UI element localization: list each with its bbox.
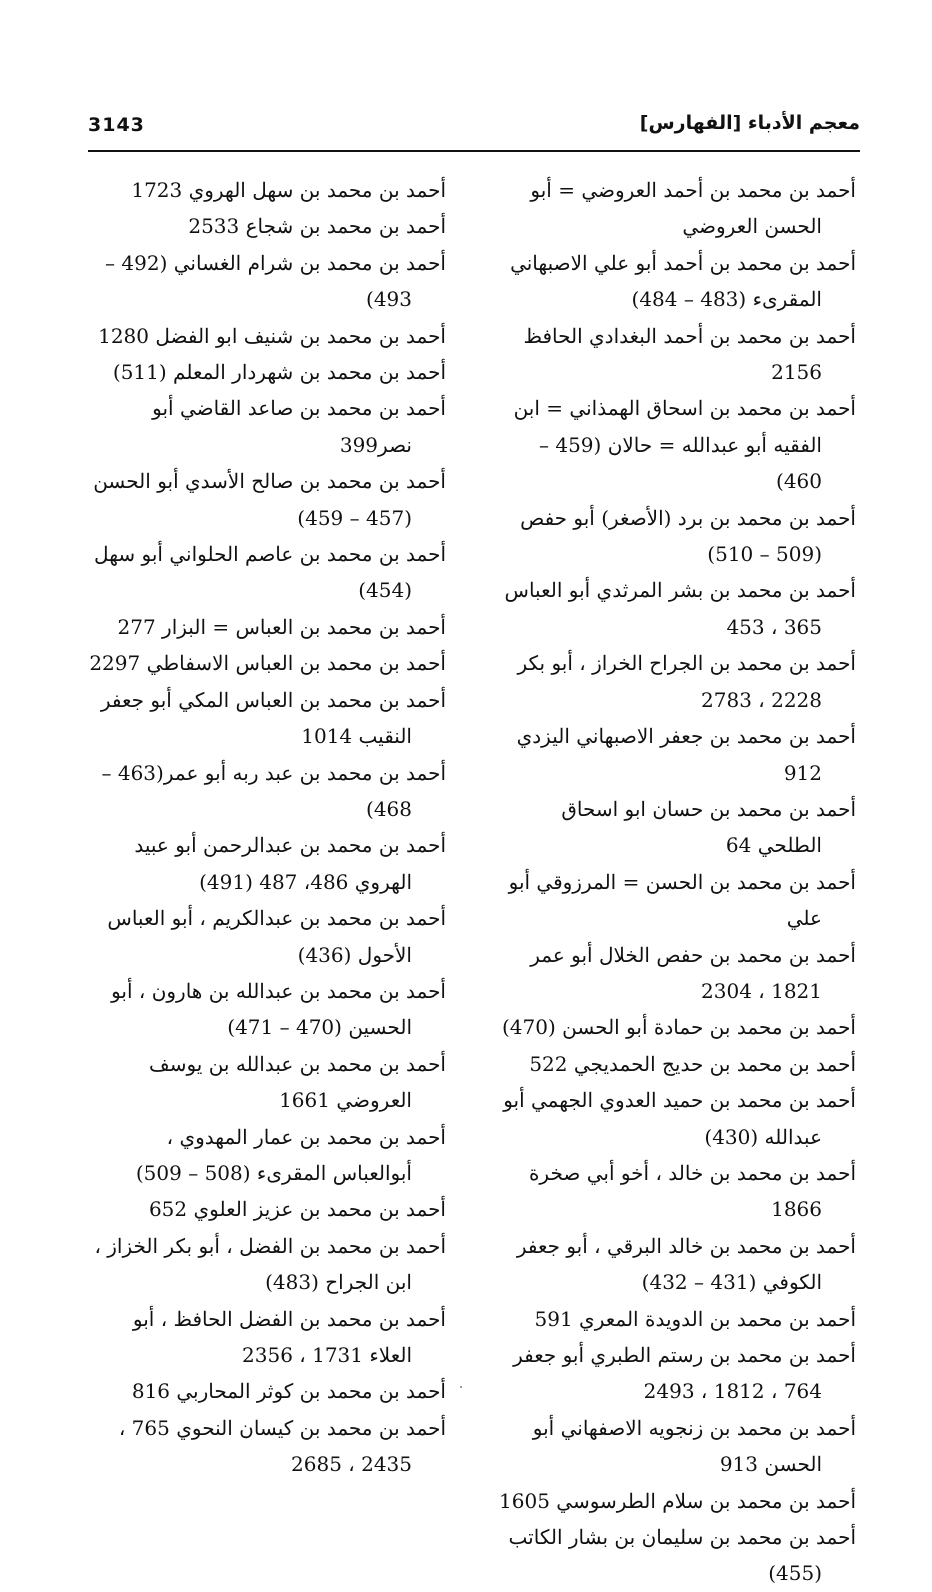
index-entry: أحمد بن محمد بن العباس = البزار 277 [117, 614, 446, 639]
index-entry: أحمد بن محمد بن بشر المرثدي أبو العباس 365 ، 453 [504, 578, 856, 639]
index-entry: أحمد بن محمد بن حفص الخلال أبو عمر 1821 ، 2304 [530, 942, 856, 1003]
index-entry: أحمد بن محمد بن عبدالرحمن أبو عبيد الهروي 486، 487 (491) [134, 833, 446, 894]
index-entry: أحمد بن محمد بن حسان ابو اسحاق الطلحي 64 [561, 796, 856, 858]
header-rule [88, 150, 860, 152]
index-entry: أحمد بن محمد بن كيسان النحوي 765 ، 2435 ، 2685 [118, 1415, 446, 1477]
left-column [84, 172, 446, 1483]
index-entry: أحمد بن محمد بن حمادة أبو الحسن (470) [501, 1015, 856, 1040]
index-entry: أحمد بن محمد بن سلام الطرسوسي 1605 [499, 1488, 856, 1513]
index-entry: أحمد بن محمد بن رستم الطبري أبو جعفر 764 ، 1812 ، 2493 [513, 1343, 856, 1404]
page-header [88, 110, 860, 146]
index-entry: أحمد بن محمد بن عزيز العلوي 652 [148, 1197, 446, 1222]
index-entry: أحمد بن محمد بن شرام الغساني (492 – 493) [105, 250, 446, 312]
index-entry: أحمد بن محمد بن الدويدة المعري 591 [534, 1306, 856, 1331]
index-entry: أحمد بن محمد بن أحمد العروضي = أبو الحسن العروضي [530, 178, 856, 239]
index-entry: أحمد بن محمد بن حديج الحمديجي 522 [529, 1051, 856, 1076]
index-entry: أحمد بن محمد بن شهردار المعلم (511) [112, 360, 446, 385]
index-entry: أحمد بن محمد بن الحسن = المرزوقي أبو علي [508, 869, 856, 931]
index-entry: أحمد بن محمد بن العباس المكي أبو جعفر النقيب 1014 [100, 687, 446, 749]
index-entry: أحمد بن محمد بن أحمد أبو علي الاصبهاني المقرىء (483 – 484) [510, 250, 856, 312]
index-entry: أحمد بن محمد بن زنجويه الاصفهاني أبو الحسن 913 [532, 1415, 856, 1477]
index-entry: أحمد بن محمد بن حميد العدوي الجهمي أبو عبدالله (430) [503, 1088, 856, 1149]
index-entry: أحمد بن محمد بن برد (الأصغر) أبو حفص (509 – 510) [520, 505, 856, 567]
index-entry: أحمد بن محمد بن عمار المهدوي ، أبوالعباس المقرىء (508 – 509) [135, 1124, 446, 1185]
index-entry: أحمد بن محمد بن جعفر الاصبهاني اليزدي 912 [516, 724, 856, 785]
index-entry: أحمد بن محمد بن خالد ، أخو أبي صخرة 1866 [528, 1160, 856, 1222]
index-entry: أحمد بن محمد بن العباس الاسفاطي 2297 [89, 651, 446, 676]
index-entry: أحمد بن محمد بن سليمان بن بشار الكاتب (455) [508, 1525, 856, 1586]
index-entry: أحمد بن محمد بن شجاع 2533 [188, 214, 446, 239]
page-number: 3143 [88, 114, 145, 136]
index-entry: أحمد بن محمد بن سهل الهروي 1723 [131, 178, 446, 202]
index-entry: أحمد بن محمد بن الجراح الخراز ، أبو بكر 2228 ، 2783 [517, 651, 856, 712]
scan-speck [460, 1386, 462, 1388]
index-entry: أحمد بن محمد بن عبدالله بن هارون ، أبو الحسين (470 – 471) [111, 978, 446, 1040]
index-entry: أحمد بن محمد بن صاعد القاضي أبو نصر399 [152, 396, 446, 457]
running-title: معجم الأدباء [الفهارس] [639, 112, 860, 134]
index-entry: أحمد بن محمد بن شنيف ابو الفضل 1280 [98, 323, 446, 348]
index-entry: أحمد بن محمد بن الفضل الحافظ ، أبو العلاء 1731 ، 2356 [132, 1306, 446, 1367]
index-entry: أحمد بن محمد بن عبد ربه أبو عمر(463 – 468) [101, 760, 446, 821]
index-entry: أحمد بن محمد بن اسحاق الهمذاني = ابن الفقيه أبو عبدالله = حالان (459 – 460) [513, 396, 856, 494]
index-entry: أحمد بن محمد بن خالد البرقي ، أبو جعفر الكوفي (431 – 432) [516, 1233, 856, 1295]
index-entry: أحمد بن محمد بن الفضل ، أبو بكر الخزاز ، ابن الجراح (483) [94, 1233, 446, 1295]
index-entry: أحمد بن محمد بن عاصم الحلواني أبو سهل (454) [94, 542, 446, 603]
index-entry: أحمد بن محمد بن صالح الأسدي أبو الحسن (457 – 459) [93, 469, 446, 530]
right-column [496, 172, 856, 1592]
index-entry: أحمد بن محمد بن أحمد البغدادي الحافظ 2156 [523, 323, 856, 385]
index-entry: أحمد بن محمد بن عبدالله بن يوسف العروضي 1661 [148, 1051, 446, 1113]
index-entry: أحمد بن محمد بن كوثر المحاربي 816 [131, 1379, 446, 1404]
index-entry: أحمد بن محمد بن عبدالكريم ، أبو العباس الأحول (436) [107, 906, 446, 967]
